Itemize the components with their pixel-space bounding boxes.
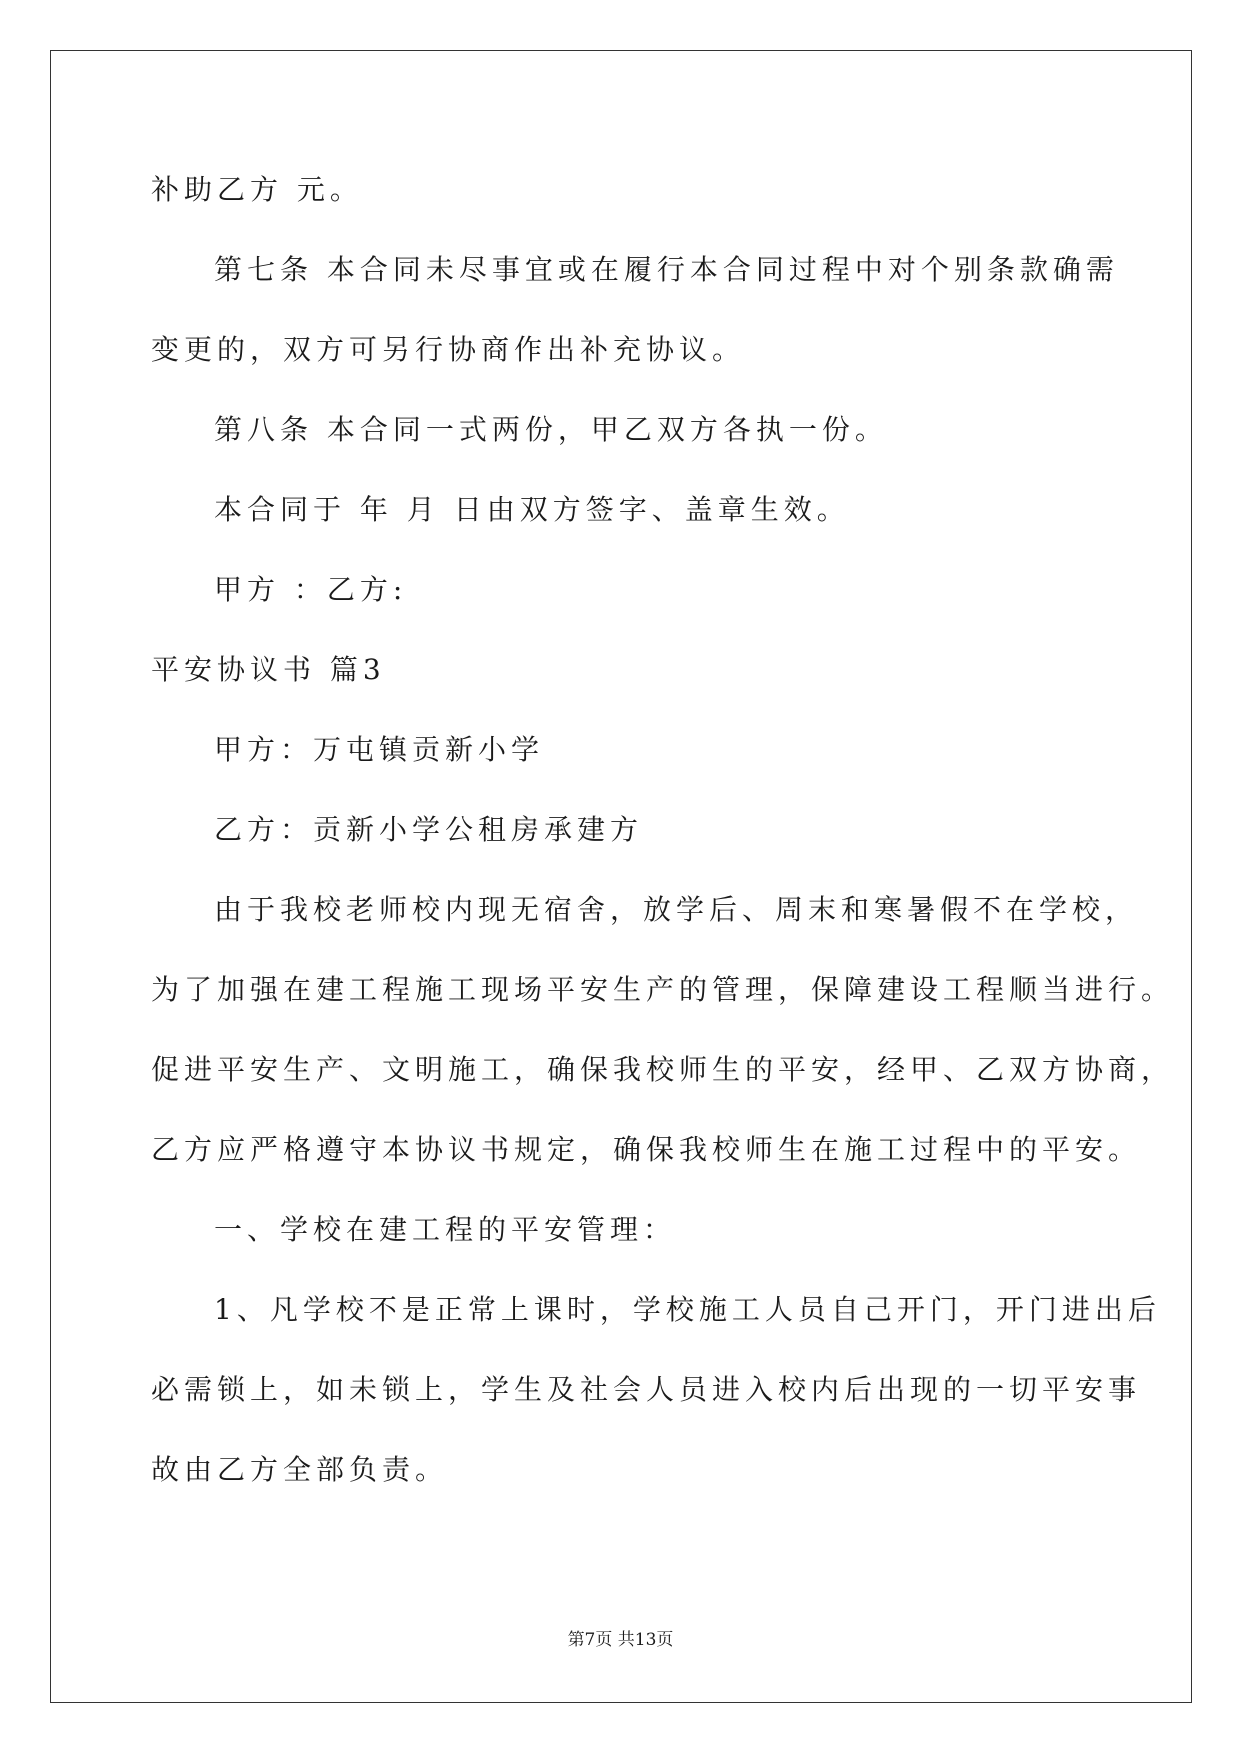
text-line: 乙方应严格遵守本协议书规定，确保我校师生在施工过程中的平安。	[151, 1133, 1142, 1166]
text-line: 由于我校老师校内现无宿舍，放学后、周末和寒暑假不在学校，	[214, 893, 1139, 926]
text-line: 促进平安生产、文明施工，确保我校师生的平安，经甲、乙双方协商，	[151, 1053, 1175, 1086]
section-heading: 平安协议书 篇3	[151, 653, 386, 686]
text-line: 为了加强在建工程施工现场平安生产的管理，保障建设工程顺当进行。	[151, 973, 1175, 1006]
text-line: 本合同于 年 月 日由双方签字、盖章生效。	[214, 493, 850, 526]
text-line: 必需锁上，如未锁上，学生及社会人员进入校内后出现的一切平安事	[151, 1373, 1142, 1406]
text-line: 甲方：万屯镇贡新小学	[214, 733, 545, 766]
text-line: 乙方：贡新小学公租房承建方	[214, 813, 644, 846]
text-line: 1、凡学校不是正常上课时，学校施工人员自己开门，开门进出后	[214, 1293, 1161, 1326]
text-line: 甲方 ：乙方:	[214, 573, 408, 606]
text-line: 第七条 本合同未尽事宜或在履行本合同过程中对个别条款确需	[214, 253, 1119, 286]
page-number-footer: 第7页 共13页	[567, 1630, 674, 1650]
text-line: 一、学校在建工程的平安管理：	[214, 1213, 677, 1246]
text-line: 补助乙方 元。	[151, 173, 363, 206]
text-line: 故由乙方全部负责。	[151, 1453, 449, 1486]
text-line: 第八条 本合同一式两份，甲乙双方各执一份。	[214, 413, 888, 446]
text-line: 变更的，双方可另行协商作出补充协议。	[151, 333, 746, 366]
